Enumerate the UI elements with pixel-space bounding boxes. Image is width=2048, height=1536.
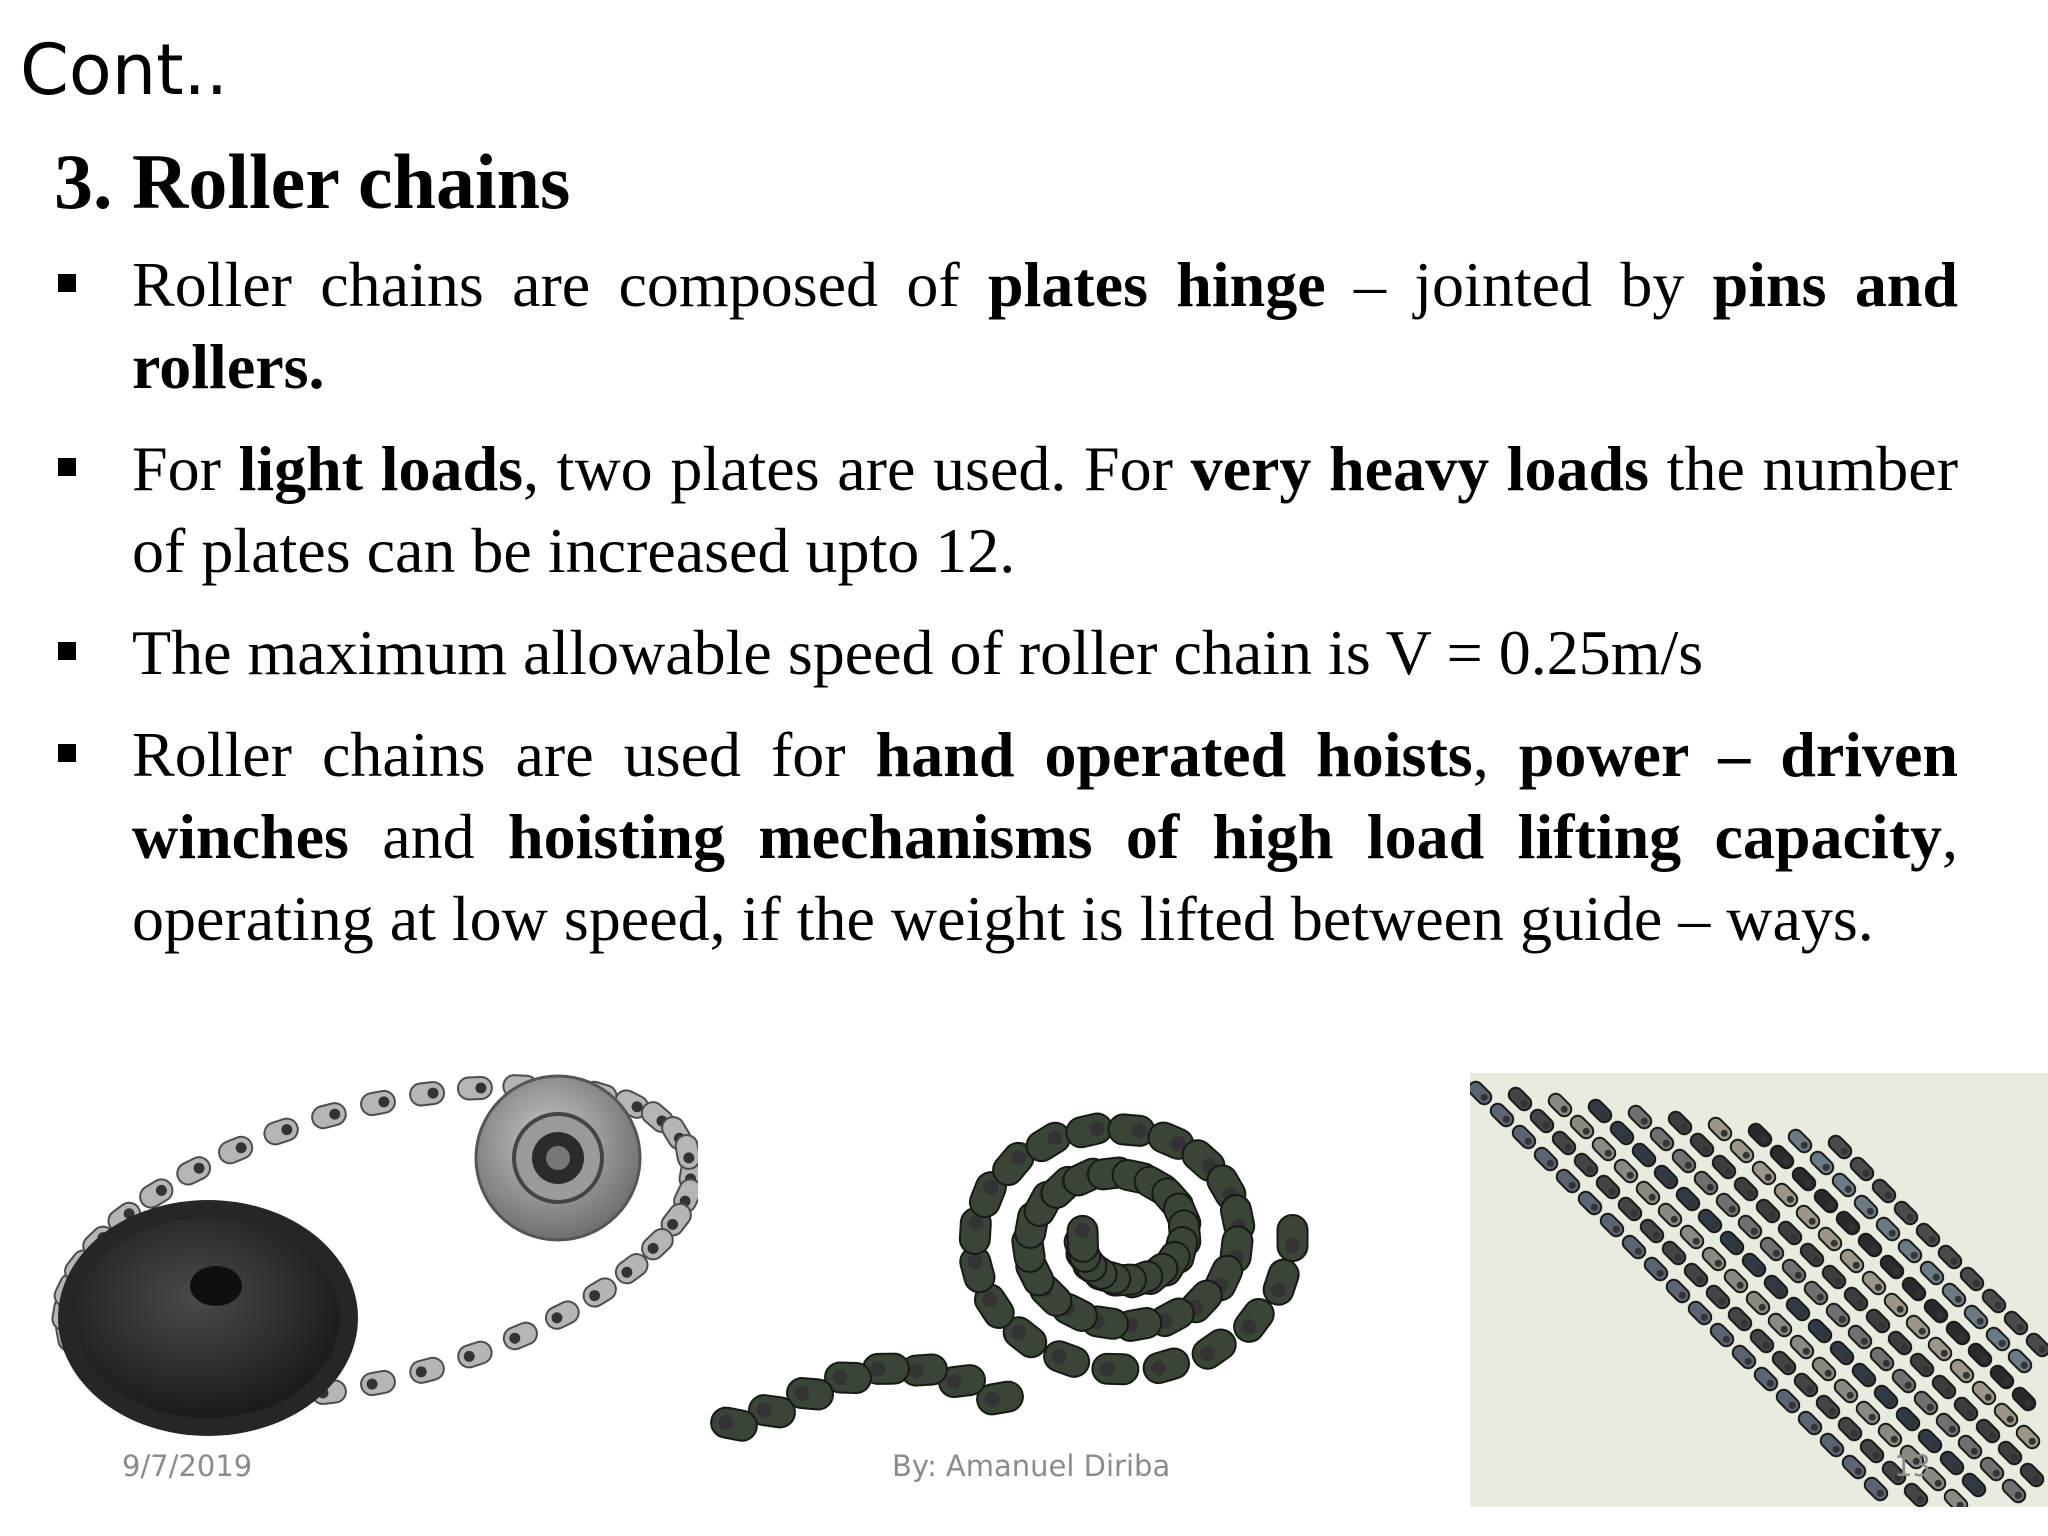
bold-text: very heavy loads xyxy=(1190,433,1650,504)
bullet-marker-icon xyxy=(58,744,76,762)
bullet-marker-icon xyxy=(58,458,76,476)
body-text: The maximum allowable speed of roller chain is V = 0.25m/s xyxy=(132,617,1704,688)
bullet-item xyxy=(58,244,1958,408)
bold-text: power – driven winches xyxy=(132,719,1959,872)
bold-text: hand operated hoists xyxy=(875,719,1473,790)
body-text: , two plates are used. For xyxy=(523,433,1191,504)
bullet-item xyxy=(58,714,1958,960)
body-text: and xyxy=(348,801,509,872)
body-text: Roller chains are used for xyxy=(132,719,876,790)
bullet-marker-icon xyxy=(58,274,76,292)
sprocket-chain-drive-image xyxy=(18,1068,698,1468)
bold-text: light loads xyxy=(238,433,523,504)
bullet-marker-icon xyxy=(58,642,76,660)
bold-text: plates hinge xyxy=(987,249,1326,320)
footer-author: By: Amanuel Diriba xyxy=(892,1449,1171,1483)
bullet-item xyxy=(58,612,1958,694)
body-text: , xyxy=(1472,719,1519,790)
footer-date: 9/7/2019 xyxy=(122,1449,253,1483)
coiled-roller-chain-image xyxy=(700,1068,1460,1468)
body-text: – jointed by xyxy=(1325,249,1713,320)
bullet-list xyxy=(58,244,1958,980)
assorted-roller-chains-image xyxy=(1470,1073,2048,1507)
body-text: the number of plates can be increased upto 12. xyxy=(132,433,1959,586)
body-text: For xyxy=(132,433,239,504)
bold-text: pins and rollers. xyxy=(132,249,1959,402)
body-text: , operating at low speed, if the weight is lifted between guide – ways. xyxy=(132,801,1959,954)
bullet-item xyxy=(58,428,1958,592)
slide-heading: 3. Roller chains xyxy=(54,138,571,225)
continuation-label: Cont.. xyxy=(20,29,229,111)
footer-page-number: 13 xyxy=(1894,1449,1931,1483)
body-text: Roller chains are composed of xyxy=(132,249,988,320)
bold-text: hoisting mechanisms of high load lifting capacity xyxy=(508,801,1943,872)
